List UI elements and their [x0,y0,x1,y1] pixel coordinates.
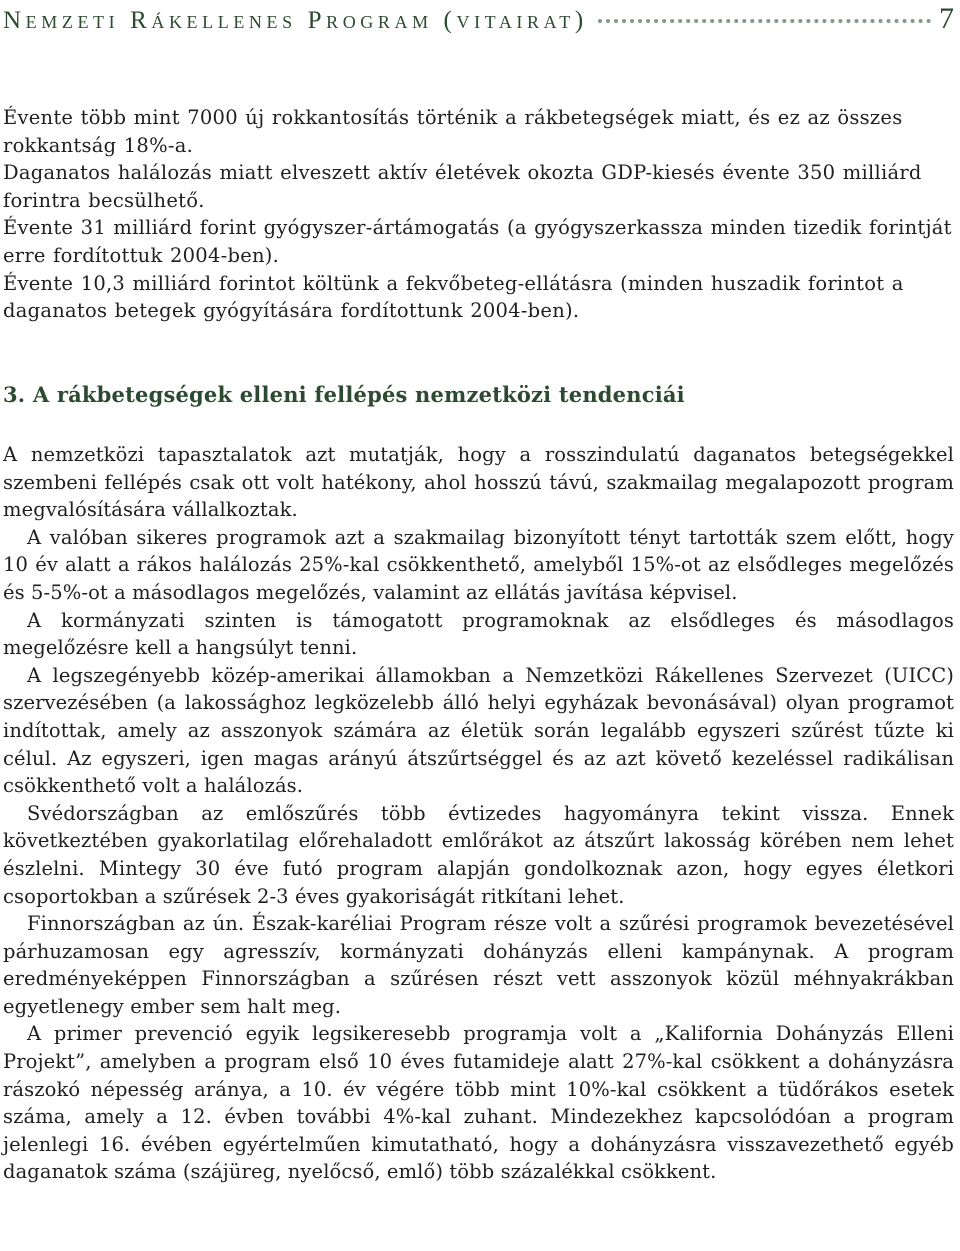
section-paragraph: A primer prevenció egyik legsikeresebb programja volt a „Kalifornia Dohányzás Elleni Projekt”, amelyben a program első 10 éves futamideje alatt 27%-kal csökkent a dohányzásra rászokó népesség aránya, a 10. év végére több mint 10%-kal csökkent a tüdőrákos esetek száma, amely a 12. évben további 4%-kal zuhant. Mindezekhez kapcsolódóan a program jelenlegi 16. évében egyértelműen kimutatható, hogy a dohányzásra visszavezethető egyéb daganatok száma (szájüreg, nyelőcső, emlő) több százalékkal csökkent. [3,1022,954,1184]
intro-paragraph: Évente több mint 7000 új rokkantosítás történik a rákbetegségek miatt, és ez az összes rokkantság 18%-a. [3,106,903,157]
section-paragraph: A legszegényebb közép-amerikai államokban a Nemzetközi Rákellenes Szervezet (UICC) szervezésében (a lakossághoz legközelebb álló helyi egyházak bevonásával) olyan programot indítottak, amely az asszonyok számára az életük során legalább egyszeri szűrést tűzte ki célul. Az egyszeri, igen magas arányú átszűrtséggel és az azt követő kezeléssel radikálisan csökkenthető volt a halálozás. [3,663,954,798]
section-paragraph: A kormányzati szinten is támogatott programoknak az elsődleges és másodlagos megelőzésre kell a hangsúlyt tenni. [3,608,954,660]
running-header [3,2,954,38]
section-paragraph: A nemzetközi tapasztalatok azt mutatják, hogy a rosszindulatú daganatos betegségekkel szembeni fellépés csak ott volt hatékony, ahol hosszú távú, szakmailag megalapozott program megvalósítására vállalkoztak. [3,443,954,522]
header-dot-leader [598,18,931,23]
section-paragraph: A valóban sikeres programok azt a szakmailag bizonyított tényt tartották szem előtt, hogy 10 év alatt a rákos halálozás 25%-kal csökkenthető, amelyből 15%-ot az elsődleges megelőzés és 5-5%-ot a másodlagos megelőzés, valamint az ellátás javítása képvisel. [3,525,954,604]
section-paragraph: Finnországban az ún. Észak-karéliai Program része volt a szűrési programok bevezetésével párhuzamosan egy agresszív, kormányzati dohányzás elleni kampánynak. A program eredményeképpen Finnországban a szűrésen részt vett asszonyok közül méhnyakrákban egyetlenegy ember sem halt meg. [3,912,954,1018]
intro-paragraph: Daganatos halálozás miatt elveszett aktív életévek okozta GDP-kiesés évente 350 milliárd forintra becsülhető. [3,161,922,212]
intro-paragraph: Évente 31 milliárd forint gyógyszer-ártámogatás (a gyógyszerkassza minden tizedik forintját erre fordítottuk 2004-ben). [3,216,952,267]
section-paragraph: Svédországban az emlőszűrés több évtizedes hagyományra tekint vissza. Ennek következtében gyakorlatilag előrehaladott emlőrákot az átszűrt lakosság körében nem lehet észlelni. Mintegy 30 éve futó program alapján gondolkoznak azon, hogy egyes életkori csoportokban a szűrések 2-3 éves gyakoriságát ritkítani lehet. [3,801,954,908]
section-heading: 3. A rákbetegségek elleni fellépés nemzetközi tendenciái [3,382,685,407]
intro-paragraph: Évente 10,3 milliárd forintot költünk a fekvőbeteg-ellátásra (minden huszadik forintot a daganatos betegek gyógyítására fordítottunk 2004-ben). [3,271,904,323]
intro-text-block [3,104,954,325]
section-body [3,441,954,1186]
page-number: 7 [939,2,954,35]
running-header-title: Nemzeti Rákellenes Program (vitairat) [3,7,588,34]
